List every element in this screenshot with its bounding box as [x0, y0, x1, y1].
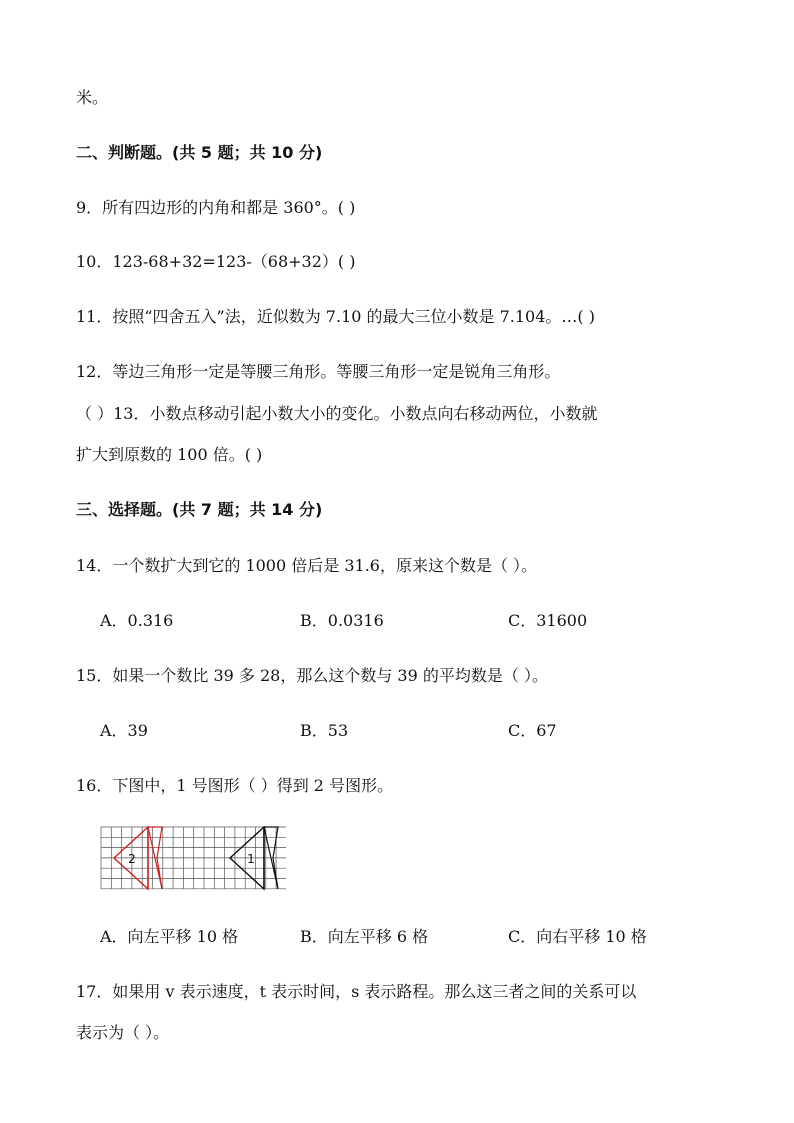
- q15-option-a[interactable]: A．39: [100, 721, 148, 740]
- shape-1-label: 1: [247, 852, 255, 866]
- q16-option-a[interactable]: A．向左平移 10 格: [100, 927, 239, 946]
- section-heading-multiple-choice: 三、选择题。(共 7 题；共 14 分): [76, 500, 323, 519]
- q15-option-c[interactable]: C．67: [508, 721, 557, 740]
- question-17-line1: 17．如果用 v 表示速度，t 表示时间，s 表示路程。那么这三者之间的关系可以: [76, 982, 637, 1001]
- q16-option-b[interactable]: B．向左平移 6 格: [300, 927, 429, 946]
- shape-2-label: 2: [128, 852, 136, 866]
- q14-option-b[interactable]: B．0.0316: [300, 611, 384, 630]
- question-14: 14．一个数扩大到它的 1000 倍后是 31.6，原来这个数是（ ）。: [76, 556, 538, 575]
- question-13-line2: 扩大到原数的 100 倍。( ): [76, 445, 263, 464]
- question-10: 10．123-68+32=123-（68+32）( ): [76, 252, 356, 271]
- q15-option-b[interactable]: B．53: [300, 721, 349, 740]
- question-12: 12．等边三角形一定是等腰三角形。等腰三角形一定是锐角三角形。: [76, 362, 561, 381]
- question-15: 15．如果一个数比 39 多 28，那么这个数与 39 的平均数是（ ）。: [76, 666, 548, 685]
- question-9: 9．所有四边形的内角和都是 360°。( ): [76, 198, 356, 217]
- question-11: 11．按照“四舍五入”法，近似数为 7.10 的最大三位小数是 7.104。…( ): [76, 307, 595, 326]
- q14-option-a[interactable]: A．0.316: [100, 611, 174, 630]
- question-17-line2: 表示为（ ）。: [76, 1023, 170, 1042]
- text-fragment-top: 米。: [76, 88, 109, 107]
- q14-option-c[interactable]: C．31600: [508, 611, 588, 630]
- q16-option-c[interactable]: C．向右平移 10 格: [508, 927, 647, 946]
- translation-grid-figure: [100, 826, 286, 892]
- question-16: 16．下图中，1 号图形（ ）得到 2 号图形。: [76, 776, 394, 795]
- section-heading-true-false: 二、判断题。(共 5 题；共 10 分): [76, 143, 323, 162]
- question-13-line1: （ ）13．小数点移动引起小数大小的变化。小数点向右移动两位，小数就: [76, 404, 598, 423]
